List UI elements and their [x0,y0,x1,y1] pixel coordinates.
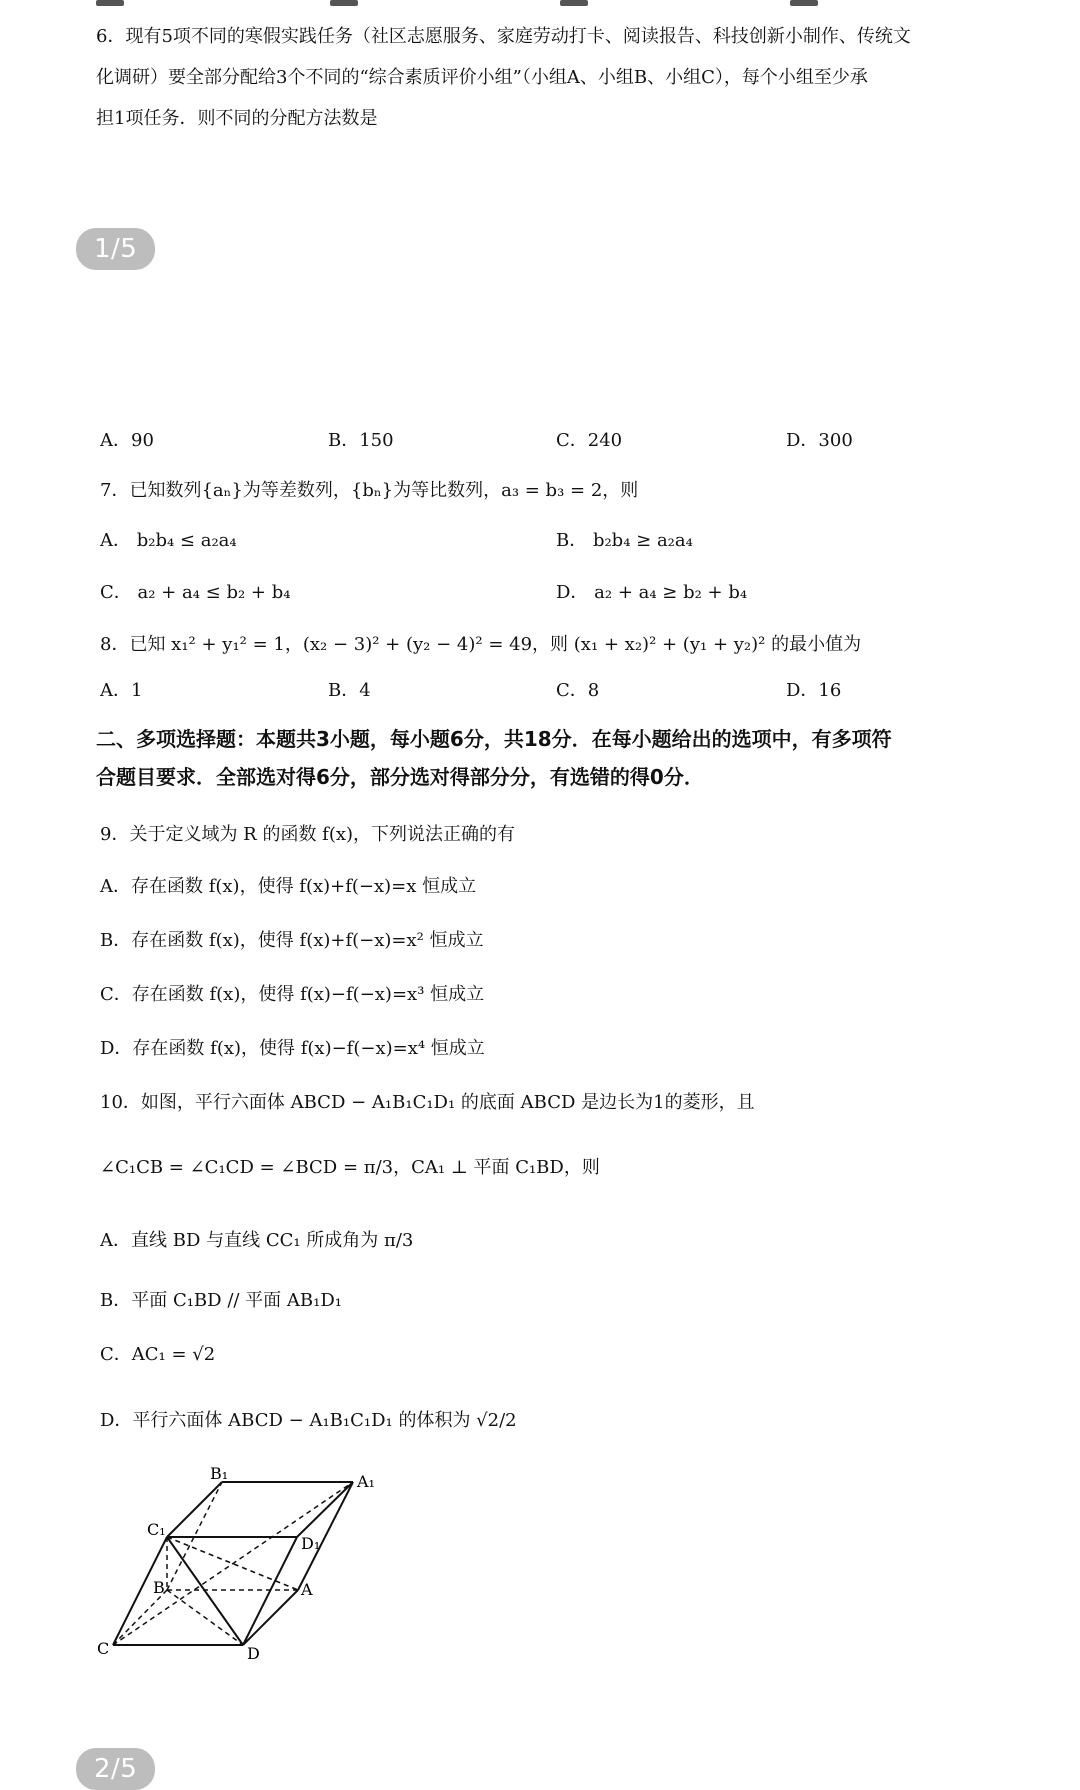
label-a1: A₁ [357,1472,375,1491]
section-2-line-1: 二、多项选择题：本题共3小题，每小题6分，共18分．在每小题给出的选项中，有多项符 [96,727,892,751]
parallelepiped-diagram [95,1465,385,1675]
hidden-diagonal-b-d [167,1590,243,1645]
question-10-stem-line-2: ∠C₁CB = ∠C₁CD = ∠BCD = π/3，CA₁ ⊥ 平面 C₁BD，则 [100,1157,600,1178]
q8-option-a: A．1 [100,680,143,701]
question-6-line-1: 6．现有5项不同的寒假实践任务（社区志愿服务、家庭劳动打卡、阅读报告、科技创新小制作、传统文 [96,26,911,47]
q10-option-c: C．AC₁ = √2 [100,1344,216,1365]
top-fragment-1 [96,0,124,6]
q8-option-b: B．4 [328,680,371,701]
question-6-line-2: 化调研）要全部分配给3个不同的“综合素质评价小组”（小组A、小组B、小组C），每个小组至少承 [96,67,868,89]
label-c: C [97,1639,110,1658]
q6-option-b: B．150 [328,430,394,451]
hidden-edge-b-c [113,1590,167,1645]
page-indicator-1: 1/5 [76,228,155,270]
edge-d-d1 [243,1537,297,1645]
q6-option-c: C．240 [556,430,623,451]
question-6 [96,24,986,132]
q10-option-b: B．平面 C₁BD // 平面 AB₁D₁ [100,1290,342,1311]
diagonal-c1-d [167,1537,243,1645]
question-9-stem: 9．关于定义域为 R 的函数 f(x)，下列说法正确的有 [100,824,516,845]
q7-option-c: C． a₂ + a₄ ≤ b₂ + b₄ [100,582,291,603]
q9-option-d: D．存在函数 f(x)，使得 f(x)−f(−x)=x⁴ 恒成立 [100,1038,485,1059]
q9-option-c: C．存在函数 f(x)，使得 f(x)−f(−x)=x³ 恒成立 [100,984,485,1005]
edge-d-a [243,1590,298,1645]
label-b: B [153,1578,165,1597]
q6-option-a: A．90 [100,430,154,451]
section-2-heading [96,720,986,796]
top-fragment-3 [560,0,588,6]
q9-option-a: A．存在函数 f(x)，使得 f(x)+f(−x)=x 恒成立 [100,876,477,897]
question-7-stem: 7．已知数列{aₙ}为等差数列，{bₙ}为等比数列，a₃ = b₃ = 2，则 [100,480,639,501]
q7-option-d: D． a₂ + a₄ ≥ b₂ + b₄ [556,582,748,603]
page-indicator-2: 2/5 [76,1748,155,1790]
edge-b1-c1 [167,1482,222,1537]
q8-option-c: C．8 [556,680,600,701]
label-b1: B₁ [210,1465,229,1483]
top-fragment-2 [330,0,358,6]
label-d: D [247,1644,260,1663]
question-6-line-3: 担1项任务．则不同的分配方法数是 [96,108,378,130]
question-8-stem: 8．已知 x₁² + y₁² = 1，(x₂ − 3)² + (y₂ − 4)² = 49，则 (x₁ + x₂)² + (y₁ + y₂)² 的最小值为 [100,634,862,655]
section-2-line-2: 合题目要求．全部选对得6分，部分选对得部分分，有选错的得0分． [96,765,704,789]
q9-option-b: B．存在函数 f(x)，使得 f(x)+f(−x)=x² 恒成立 [100,930,484,951]
label-c1: C₁ [147,1520,166,1539]
q7-option-b: B． b₂b₄ ≥ a₂a₄ [556,530,693,551]
q10-option-a: A．直线 BD 与直线 CC₁ 所成角为 π/3 [100,1230,414,1251]
q6-option-d: D．300 [786,430,853,451]
top-fragment-4 [790,0,818,6]
label-d1: D₁ [301,1534,321,1553]
question-10-stem-line-1: 10．如图，平行六面体 ABCD − A₁B₁C₁D₁ 的底面 ABCD 是边长为1的菱形，且 [100,1092,755,1113]
q8-option-d: D．16 [786,680,842,701]
hidden-diagonal-c-a1 [113,1482,353,1645]
q10-option-d: D．平行六面体 ABCD − A₁B₁C₁D₁ 的体积为 √2/2 [100,1410,517,1431]
label-a: A [301,1580,313,1599]
edge-a1-d1 [297,1482,353,1537]
q7-option-a: A． b₂b₄ ≤ a₂a₄ [100,530,237,551]
